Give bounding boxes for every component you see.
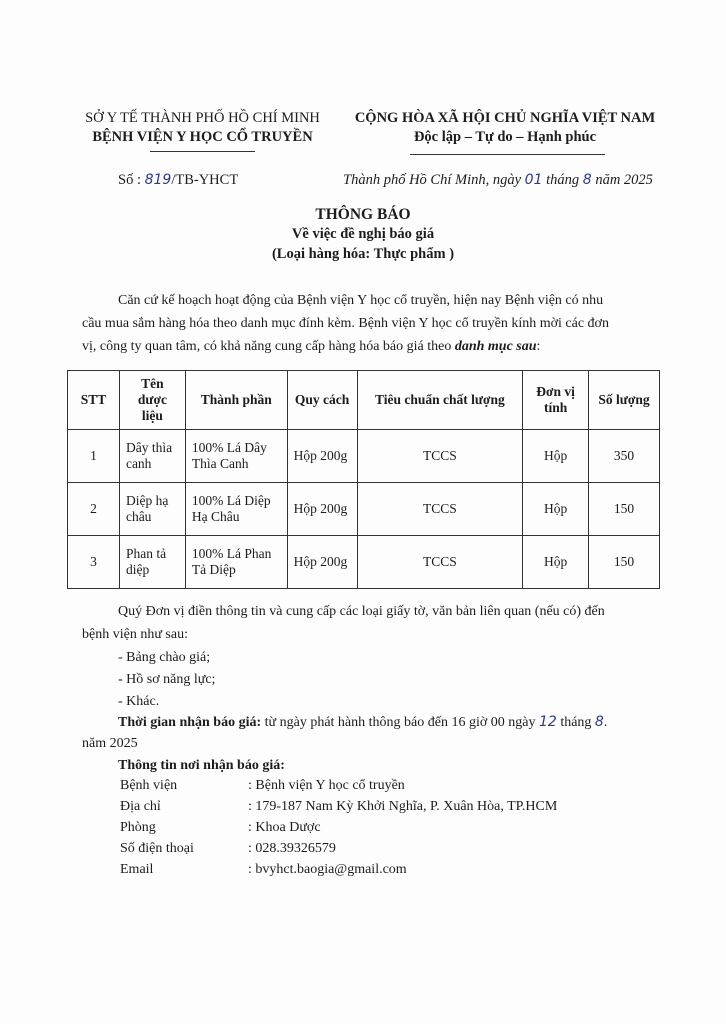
document-number-suffix: /TB-YHCT <box>171 172 239 188</box>
contact-value-department: : Khoa Dược <box>248 820 321 835</box>
cell-stt: 3 <box>68 536 120 589</box>
deadline-end: . <box>603 715 608 730</box>
date-month: 8 <box>582 172 592 188</box>
deadline-day: 12 <box>538 714 557 730</box>
document-date <box>343 172 653 189</box>
header-quantity: Số lượng <box>589 371 660 430</box>
cell-stt: 2 <box>68 483 120 536</box>
contact-value-hospital: : Bệnh viện Y học cổ truyền <box>248 778 405 793</box>
contact-label-email: Email <box>120 862 154 877</box>
cell-name: Diệp hạ châu <box>119 483 185 536</box>
table-row <box>68 483 660 536</box>
cell-unit: Hộp <box>523 536 589 589</box>
right-header-underline <box>410 154 605 155</box>
cell-quantity: 150 <box>589 536 660 589</box>
request-line-2: bệnh viện như sau: <box>82 627 188 642</box>
cell-quantity: 150 <box>589 483 660 536</box>
deadline-label: Thời gian nhận báo giá: <box>118 715 262 730</box>
contact-label-address: Địa chỉ <box>120 799 161 814</box>
cell-standard: TCCS <box>357 483 523 536</box>
contact-heading: Thông tin nơi nhận báo giá: <box>118 758 285 773</box>
date-year-label: năm 2025 <box>591 172 653 188</box>
document-number-prefix: Số : <box>118 172 145 188</box>
document-subject: Về việc đề nghị báo giá <box>291 226 435 242</box>
intro-line-3 <box>82 339 540 355</box>
document-number <box>118 172 238 189</box>
required-doc-item: - Hồ sơ năng lực; <box>118 672 216 687</box>
country-name: CỘNG HÒA XÃ HỘI CHỦ NGHĨA VIỆT NAM <box>354 110 656 126</box>
hospital-name: BỆNH VIỆN Y HỌC CỔ TRUYỀN <box>92 129 313 145</box>
cell-composition: 100% Lá Dây Thìa Canh <box>185 430 287 483</box>
table-row <box>68 430 660 483</box>
date-day: 01 <box>524 172 543 188</box>
deadline-line <box>118 714 607 731</box>
department-name: SỞ Y TẾ THÀNH PHỐ HỒ CHÍ MINH <box>85 110 320 126</box>
document-number-value: 819 <box>144 172 172 188</box>
contact-value-phone: : 028.39326579 <box>248 841 336 856</box>
cell-spec: Hộp 200g <box>287 536 357 589</box>
document-title: THÔNG BÁO <box>315 206 411 223</box>
header-unit: Đơn vị tính <box>523 371 589 430</box>
cell-composition: 100% Lá Diệp Hạ Châu <box>185 483 287 536</box>
cell-spec: Hộp 200g <box>287 430 357 483</box>
table-header-row <box>68 371 660 430</box>
deadline-text: từ ngày phát hành thông báo đến 16 giờ 00 ngày <box>261 715 539 730</box>
intro-emphasis: danh mục sau <box>454 339 537 354</box>
contact-value-address: : 179-187 Nam Kỳ Khởi Nghĩa, P. Xuân Hòa, TP.HCM <box>248 799 558 814</box>
required-doc-item: - Bảng chào giá; <box>118 650 211 665</box>
national-motto: Độc lập – Tự do – Hạnh phúc <box>413 129 597 145</box>
contact-label-hospital: Bệnh viện <box>120 778 178 793</box>
cell-spec: Hộp 200g <box>287 483 357 536</box>
intro-line-2: cầu mua sắm hàng hóa theo danh mục đính kèm. Bệnh viện Y học cổ truyền kính mời các đơn <box>82 316 609 331</box>
contact-label-department: Phòng <box>120 820 156 835</box>
date-month-label: tháng <box>542 172 583 188</box>
cell-quantity: 350 <box>589 430 660 483</box>
header-stt: STT <box>68 371 120 430</box>
cell-name: Dây thìa canh <box>119 430 185 483</box>
deadline-month-label: tháng <box>556 715 595 730</box>
cell-standard: TCCS <box>357 536 523 589</box>
request-line-1: Quý Đơn vị điền thông tin và cung cấp các loại giấy tờ, văn bản liên quan (nếu có) đến <box>118 604 605 619</box>
header-name: Tên dược liệu <box>119 371 185 430</box>
goods-table <box>67 370 660 589</box>
header-spec: Quy cách <box>287 371 357 430</box>
header-composition: Thành phần <box>185 371 287 430</box>
intro-line-3-end: : <box>536 339 541 354</box>
intro-line-3-text: vị, công ty quan tâm, có khả năng cung cấp hàng hóa báo giá theo <box>82 339 455 354</box>
deadline-month: 8 <box>594 714 604 730</box>
cell-unit: Hộp <box>523 430 589 483</box>
contact-label-phone: Số điện thoại <box>120 841 194 856</box>
cell-name: Phan tả diệp <box>119 536 185 589</box>
table-row <box>68 536 660 589</box>
header-standard: Tiêu chuẩn chất lượng <box>357 371 523 430</box>
cell-stt: 1 <box>68 430 120 483</box>
intro-line-1: Căn cứ kế hoạch hoạt động của Bệnh viện Y học cổ truyền, hiện nay Bệnh viện có nhu <box>118 293 604 308</box>
cell-standard: TCCS <box>357 430 523 483</box>
cell-unit: Hộp <box>523 483 589 536</box>
cell-composition: 100% Lá Phan Tả Diệp <box>185 536 287 589</box>
contact-value-email: : bvyhct.baogia@gmail.com <box>248 862 407 877</box>
date-prefix: Thành phố Hồ Chí Minh, ngày <box>343 172 525 188</box>
left-header-underline <box>150 151 255 152</box>
required-doc-item: - Khác. <box>118 694 160 709</box>
goods-type: (Loại hàng hóa: Thực phẩm ) <box>271 246 455 262</box>
deadline-year: năm 2025 <box>82 736 138 751</box>
